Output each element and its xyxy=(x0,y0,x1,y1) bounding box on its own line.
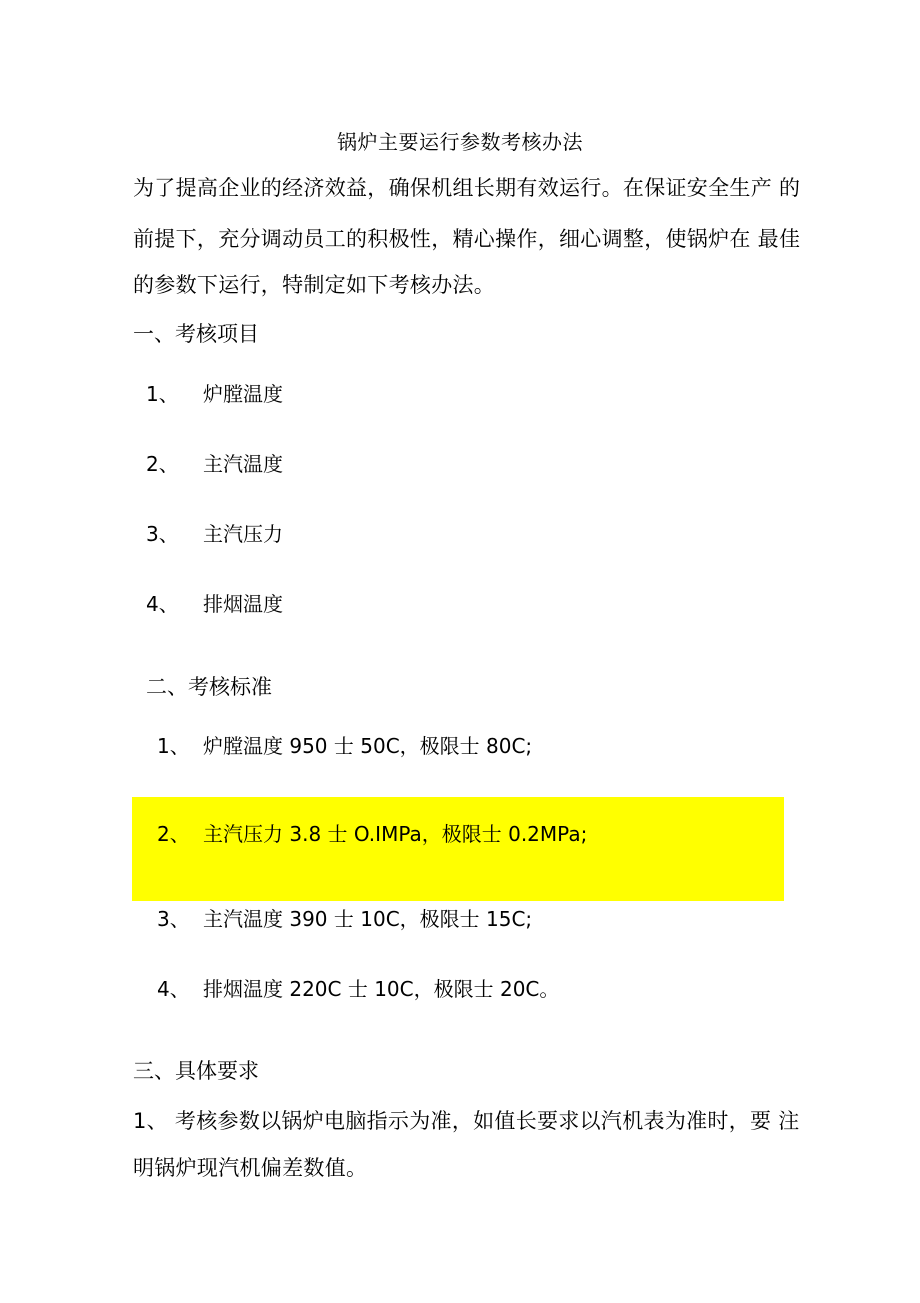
intro-line-3: 的参数下运行，特制定如下考核办法。 xyxy=(133,273,496,297)
item-text: 排烟温度 220C 士 10C，极限士 20C。 xyxy=(203,977,560,1001)
section2-heading: 二、考核标准 xyxy=(146,675,272,699)
item-number: 4、 xyxy=(146,592,179,616)
item-number: 2、 xyxy=(157,822,190,846)
item-number: 3、 xyxy=(146,522,179,546)
section1-heading: 一、考核项目 xyxy=(133,322,259,346)
item-number: 3、 xyxy=(157,907,190,931)
item-text: 主汽压力 xyxy=(203,522,283,546)
item-text: 主汽温度 390 士 10C，极限士 15C; xyxy=(203,907,533,931)
document-title: 锅炉主要运行参数考核办法 xyxy=(337,130,583,154)
intro-line-2: 前提下，充分调动员工的积极性，精心操作，细心调整，使锅炉在 最佳 xyxy=(133,227,801,251)
item-number: 1、 xyxy=(146,382,179,406)
section3-heading: 三、具体要求 xyxy=(133,1059,259,1083)
highlight-band xyxy=(132,797,784,901)
item-text: 主汽温度 xyxy=(203,452,283,476)
item-number: 4、 xyxy=(157,977,190,1001)
intro-line-1: 为了提高企业的经济效益，确保机组长期有效运行。在保证安全生产 的 xyxy=(133,176,801,200)
section3-line-1: 1、 考核参数以锅炉电脑指示为准，如值长要求以汽机表为准时，要 注 xyxy=(133,1109,800,1133)
item-text: 排烟温度 xyxy=(203,592,283,616)
item-text: 炉膛温度 950 士 50C，极限士 80C; xyxy=(203,734,533,758)
section3-line-2: 明锅炉现汽机偏差数值。 xyxy=(133,1156,368,1180)
item-number: 1、 xyxy=(157,734,190,758)
item-text: 炉膛温度 xyxy=(203,382,283,406)
item-number: 2、 xyxy=(146,452,179,476)
item-text: 主汽压力 3.8 士 O.IMPa，极限士 0.2MPa; xyxy=(203,822,588,846)
